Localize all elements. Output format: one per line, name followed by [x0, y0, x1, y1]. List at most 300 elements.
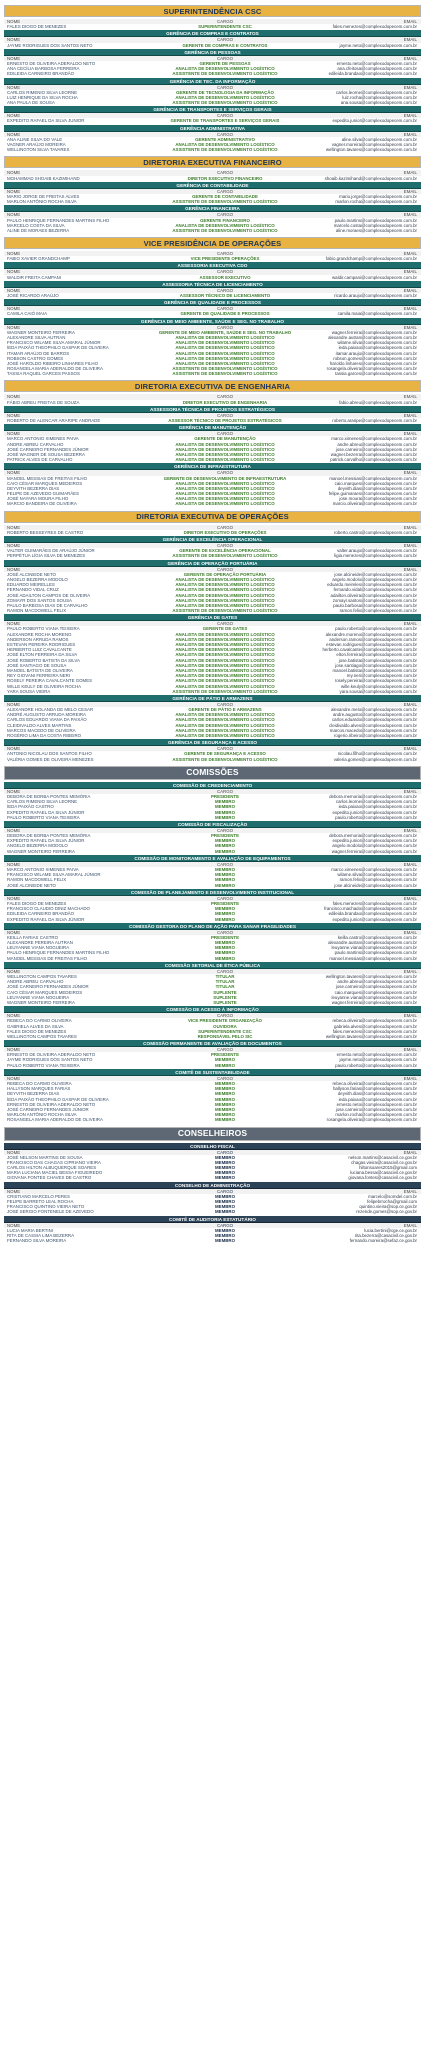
person-name: FRANCISCO DAS CHAGAS CIPRIANO VIEIRA: [7, 1159, 101, 1165]
person-email[interactable]: wellington.tavares@complexodopecem.com.br: [325, 974, 417, 979]
column-header-name: NOME: [7, 746, 21, 752]
department-title: ASSESSORIA TÉCNICA DE PROJETOS ESTRATÉGICOS: [4, 406, 421, 413]
column-header-name: NOME: [7, 701, 21, 707]
person-email[interactable]: hiltonsoares2015@gmail.com: [359, 1165, 417, 1171]
person-email[interactable]: edileida.brandao@complexodopecem.com.br: [328, 71, 417, 77]
person-name: JOSÉ WAGNER DE SOUSA BEZERRA: [7, 451, 85, 457]
person-email[interactable]: expedito.junior@complexodopecem.com.br: [332, 118, 417, 124]
column-header-name: NOME: [7, 543, 21, 548]
person-email[interactable]: francisco.machado@complexodopecem.com.br: [324, 906, 417, 912]
person-email[interactable]: wagner.ferreira@complexodopecem.com.br: [331, 848, 417, 854]
person-email[interactable]: wilame.silva@complexodopecem.com.br: [337, 340, 417, 346]
column-header-email: EMAIL: [403, 524, 417, 530]
department-title: GERÊNCIA DE MANUTENÇÃO: [4, 424, 421, 431]
person-name: LEUYANNE VIANA NOGUEIRA: [7, 945, 70, 951]
person-name: MARLON ANTÔNIO ROCHA SILVA: [7, 199, 77, 205]
person-name: WELLINGTON CAMPOS TAVARES: [7, 1033, 77, 1039]
section-header: DIRETORIA EXECUTIVA FINANCEIRO: [4, 156, 421, 168]
person-name: ROSELY PEREIRA CAVALCANTE GOMES: [7, 678, 93, 684]
person-email[interactable]: debora.memoria@complexodopecem.com.br: [329, 793, 417, 799]
person-email[interactable]: expedito.junior@complexodopecem.com.br: [332, 916, 417, 922]
column-header-name: NOME: [7, 170, 21, 176]
person-email[interactable]: lucia.bertini@cge.ce.gov.br: [364, 1227, 417, 1233]
person-email[interactable]: waldir.campani@complexodopecem.com.br: [331, 274, 417, 280]
person-name: MARCO ANTONIO XIMENES PAIVA: [7, 436, 79, 442]
person-role: ASSISTENTE DE DESENVOLVIMENTO LOGÍSTICO: [172, 100, 278, 106]
department-block: [4, 1143, 421, 1181]
person-name: JOSÉ NELSON MARTINS DE SOUSA: [7, 1154, 83, 1160]
person-name: VAGNER ARAÚJO MOREIRA: [7, 142, 66, 147]
person-email[interactable]: jose.carneiro@complexodopecem.com.br: [335, 1106, 417, 1112]
person-name: ROGÉRIO LIMA DA COSTA RIBEIRO: [7, 733, 82, 738]
person-email[interactable]: zomayr.santos@complexodopecem.com.br: [332, 597, 417, 603]
table-row: [4, 400, 421, 405]
column-header-email: EMAIL: [403, 269, 417, 275]
person-email[interactable]: marco.ximenes@complexodopecem.com.br: [331, 867, 417, 872]
person-email[interactable]: chagas.vieira@casacivil.ce.gov.br: [351, 1159, 417, 1165]
person-email[interactable]: rogerio.ribeiro@complexodopecem.com.br: [333, 733, 417, 738]
person-name: FRANCISCO QUINTINO VIEIRA NETO: [7, 1204, 85, 1210]
person-email[interactable]: aline.moraes@complexodopecem.com.br: [335, 227, 417, 233]
column-header-name: NOME: [7, 788, 21, 794]
person-email[interactable]: alexandre.autran@complexodopecem.com.br: [328, 940, 417, 946]
person-email[interactable]: ernesto.neto@complexodopecem.com.br: [336, 1052, 417, 1058]
person-email[interactable]: paulo.roberto@complexodopecem.com.br: [335, 1062, 417, 1068]
person-role: ANALISTA DE DESENVOLVIMENTO LOGÍSTICO: [175, 727, 275, 733]
department-block: [4, 182, 421, 205]
person-email[interactable]: marcelo@somdel.com.br: [368, 1193, 417, 1199]
person-email[interactable]: angelo.modolo@complexodopecem.com.br: [332, 843, 417, 849]
person-name: MANOEL BATISTA DE OLIVEIRA: [7, 667, 73, 673]
person-email[interactable]: andre.abreu@complexodopecem.com.br: [337, 441, 417, 447]
person-email[interactable]: wellington.tavares@complexodopecem.com.br: [325, 1033, 417, 1039]
column-header-email: EMAIL: [403, 861, 417, 867]
person-email[interactable]: wille.keuly@complexodopecem.com.br: [341, 683, 417, 689]
person-email[interactable]: nicolau.filho@complexodopecem.com.br: [337, 751, 417, 757]
person-email[interactable]: paulo.barbosa@complexodopecem.com.br: [333, 602, 417, 608]
person-name: FRANCISCO CLAUDIO DINIZ MACHADO: [7, 906, 90, 912]
column-header-email: EMAIL: [403, 412, 417, 418]
person-name: DEYVITH BEZERRA DIAS: [7, 1091, 60, 1097]
column-header-email: EMAIL: [403, 1222, 417, 1228]
person-role: ASSISTENTE DE DESENVOLVIMENTO LOGÍSTICO: [172, 199, 278, 205]
person-name: WAGNER MONTEIRO FERREIRA: [7, 999, 75, 1005]
person-email[interactable]: jose.moura@complexodopecem.com.br: [339, 496, 417, 502]
department-title: COMISSÃO PERMANENTE DE AVALIAÇÃO DE DOCUMENTOS: [4, 1040, 421, 1047]
department-block: [4, 614, 421, 694]
person-email[interactable]: expedito.junior@complexodopecem.com.br: [332, 809, 417, 815]
person-name: KEILLA FARIAS CASTRO: [7, 934, 58, 940]
person-name: LUCIA MARIA BERTINI: [7, 1227, 54, 1233]
person-email[interactable]: carlos.leorne@complexodopecem.com.br: [335, 89, 417, 95]
person-email[interactable]: fabio.grandchamp@complexodopecem.com.br: [325, 256, 417, 262]
person-email[interactable]: cleidivaldo.alves@complexodopecem.com.br: [329, 722, 417, 728]
person-email[interactable]: robson.gomes@complexodopecem.com.br: [333, 355, 417, 361]
column-header-name: NOME: [7, 968, 21, 974]
person-email[interactable]: carlos.leorne@complexodopecem.com.br: [335, 799, 417, 805]
person-email[interactable]: ligia.menezes@complexodopecem.com.br: [334, 553, 417, 559]
person-email[interactable]: marlon.rocha@complexodopecem.com.br: [335, 199, 417, 205]
person-role: MEMBRO: [214, 882, 235, 888]
person-email[interactable]: leuyanne.viana@complexodopecem.com.br: [331, 994, 417, 1000]
department-block: [4, 78, 421, 106]
person-email[interactable]: wagner.ferreira@complexodopecem.com.br: [331, 329, 417, 335]
column-header-role: CARGO: [216, 1188, 234, 1194]
person-email[interactable]: rosangela.oliveira@complexodopecem.com.br: [326, 1117, 417, 1123]
person-email[interactable]: tassia.garces@complexodopecem.com.br: [335, 371, 417, 377]
person-role: MEMBRO: [214, 872, 235, 878]
person-role: ANALISTA DE DESENVOLVIMENTO LOGÍSTICO: [175, 683, 275, 689]
person-name: MARCIO BANDEIRA DE OLIVEIRA: [7, 501, 77, 507]
column-header-role: CARGO: [216, 19, 234, 24]
table-row: [4, 457, 421, 462]
person-email[interactable]: jose.carneiro@complexodopecem.com.br: [335, 984, 417, 990]
person-email[interactable]: deyvith.dias@complexodopecem.com.br: [337, 1091, 417, 1097]
person-email[interactable]: elton.ferreira@complexodopecem.com.br: [336, 652, 417, 658]
department-block: [4, 1006, 421, 1039]
person-email[interactable]: jose.batista@complexodopecem.com.br: [338, 657, 417, 663]
table-row: [4, 275, 421, 280]
column-header-email: EMAIL: [403, 543, 417, 548]
column-header-role: CARGO: [216, 566, 234, 572]
department-title: COMISSÃO GESTORA DO PLANO DE AÇÃO PARA SANAR FRAGILIDADES: [4, 923, 421, 930]
person-email[interactable]: giovana.fontes@casacivil.ce.gov.br: [348, 1175, 417, 1181]
person-email[interactable]: fernando.vidal@complexodopecem.com.br: [333, 587, 417, 593]
table-row: [4, 501, 421, 506]
person-role: DIRETOR EXECUTIVO FINANCEIRO: [187, 175, 263, 181]
person-email[interactable]: nelson.martins@casacivil.ce.gov.br: [348, 1154, 417, 1160]
department-title: GERÊNCIA DE GATES: [4, 614, 421, 621]
person-role: GERENTE DE QUALIDADE E PROCESSOS: [180, 311, 270, 317]
person-email[interactable]: jose.carneiro@complexodopecem.com.br: [335, 446, 417, 452]
person-role: GERENTE DE PÁTIO E ARMAZENS: [188, 707, 262, 713]
department-title: GERÊNCIA DE TEC. DA INFORMAÇÃO: [4, 78, 421, 85]
person-email[interactable]: deyvith.dias@complexodopecem.com.br: [337, 485, 417, 491]
person-email[interactable]: jayme.neto@complexodopecem.com.br: [339, 42, 417, 48]
person-name: JOSÉ CARNEIRO FERNANDES JÚNIOR: [7, 1106, 89, 1112]
column-header-email: EMAIL: [403, 1149, 417, 1155]
column-header-role: CARGO: [216, 1013, 234, 1019]
person-email[interactable]: wagner.ferreira@complexodopecem.com.br: [331, 999, 417, 1005]
column-header-role: CARGO: [216, 412, 234, 418]
person-email[interactable]: keilla.castro@complexodopecem.com.br: [337, 934, 417, 940]
person-role: GERENTE ADMINISTRATIVO: [195, 136, 255, 142]
person-email[interactable]: expedito.junior@complexodopecem.com.br: [332, 838, 417, 844]
person-email[interactable]: wilame.silva@complexodopecem.com.br: [337, 872, 417, 878]
person-email[interactable]: felipebrrocha@gmail.com: [367, 1199, 417, 1204]
person-name: WILLE KEULY DE OLIVEIRA ROCHA: [7, 683, 82, 689]
person-name: CLEIDIVALDO ALVES MARTINS: [7, 722, 72, 728]
person-email[interactable]: andre.augusto@complexodopecem.com.br: [332, 712, 417, 718]
department-block: [4, 536, 421, 559]
column-header-name: NOME: [7, 287, 21, 293]
person-email[interactable]: ricardo.araujo@complexodopecem.com.br: [334, 293, 417, 298]
person-name: ERNESTO DE OLIVEIRA ADERALDO NETO: [7, 1052, 96, 1058]
person-email[interactable]: ernesto.neto@complexodopecem.com.br: [336, 1101, 417, 1107]
person-email[interactable]: wellington.tavares@complexodopecem.com.br: [325, 147, 417, 153]
person-name: FALES DIOGO DE MENEZES: [7, 1028, 67, 1034]
person-role: ANALISTA DE DESENVOLVIMENTO LOGÍSTICO: [175, 602, 275, 608]
person-email[interactable]: ana.cfeitosa@complexodopecem.com.br: [337, 66, 417, 72]
person-role: MEMBRO: [214, 1232, 235, 1238]
person-email[interactable]: rita.bezerra@casacivil.ce.gov.br: [354, 1232, 417, 1238]
person-role: TITULAR: [215, 979, 235, 985]
person-name: WAGNER MONTEIRO FERREIRA: [7, 848, 75, 854]
person-name: FALES DIOGO DE MENEZES: [7, 24, 67, 30]
person-name: YARA SOUSA VIEIRA: [7, 688, 51, 694]
person-name: WELLINGTON CAMPOS TAVARES: [7, 974, 77, 979]
person-name: HALLYSON MARQUES FARIAS: [7, 1086, 71, 1092]
person-email[interactable]: anderson.ramos@complexodopecem.com.br: [329, 636, 417, 642]
person-name: RAMON MACDOWELL FELIX: [7, 877, 67, 883]
column-header-email: EMAIL: [403, 37, 417, 43]
person-email[interactable]: debora.memoria@complexodopecem.com.br: [329, 833, 417, 839]
person-email[interactable]: manoel.batista@complexodopecem.com.br: [332, 667, 417, 673]
column-header-name: NOME: [7, 827, 21, 833]
person-email[interactable]: jose.santiago@complexodopecem.com.br: [335, 662, 417, 668]
person-email[interactable]: paulo.roberto@complexodopecem.com.br: [335, 626, 417, 632]
person-email[interactable]: alexandre.melo@complexodopecem.com.br: [331, 707, 417, 713]
person-email[interactable]: rebeca.oliveira@complexodopecem.com.br: [332, 1081, 417, 1086]
person-email[interactable]: rezende.gomes@sop.ce.gov.br: [356, 1209, 417, 1215]
column-header-email: EMAIL: [403, 188, 417, 194]
person-email[interactable]: fales.menezes@complexodopecem.com.br: [332, 900, 417, 906]
person-email[interactable]: manoel.messias@complexodopecem.com.br: [329, 955, 417, 961]
person-email[interactable]: ramon.felix@complexodopecem.com.br: [339, 608, 417, 614]
person-email[interactable]: rey.neri@complexodopecem.com.br: [346, 673, 417, 679]
person-email[interactable]: adailton.oliveira@complexodopecem.com.br: [330, 592, 417, 598]
column-header-role: CARGO: [216, 324, 234, 330]
person-email[interactable]: patrick.carvalho@complexodopecem.com.br: [330, 457, 417, 463]
department-block: [4, 1216, 421, 1244]
person-name: CRISTIANO MARCELO PERES: [7, 1193, 70, 1199]
person-email[interactable]: fernando.moreira@sefaz.ce.gov.br: [349, 1238, 417, 1244]
department-block: [4, 106, 421, 123]
person-role: ANALISTA DE DESENVOLVIMENTO LOGÍSTICO: [175, 66, 275, 72]
person-email[interactable]: ana.sousa@complexodopecem.com.br: [340, 100, 417, 106]
table-row: [4, 1175, 421, 1180]
table-row: [4, 118, 421, 123]
person-name: ANA ALINE SILVA DO VALE: [7, 136, 63, 142]
section-header: COMISSÕES: [4, 766, 421, 780]
person-email[interactable]: jose.alcineide@complexodopecem.com.br: [334, 882, 417, 888]
person-email[interactable]: marcio.oliveira@complexodopecem.com.br: [332, 501, 417, 507]
person-name: JOSÉ ALCINEIDE NETO: [7, 882, 56, 888]
department-block: [4, 1069, 421, 1123]
person-name: FELIPE BARRETO LEAL ROCHA: [7, 1199, 74, 1204]
person-email[interactable]: luciana.bessa@casacivil.ce.gov.br: [350, 1170, 417, 1176]
person-email[interactable]: luiz.rocha@complexodopecem.com.br: [342, 94, 417, 100]
person-email[interactable]: haroldo.linhares@complexodopecem.com.br: [329, 360, 417, 366]
person-name: EXPEDITO RAFAEL DA SILVA JÚNIOR: [7, 838, 85, 844]
person-email[interactable]: ernesto.neto@complexodopecem.com.br: [336, 60, 417, 66]
person-email[interactable]: angelo.modolo@complexodopecem.com.br: [332, 576, 417, 582]
person-email[interactable]: ramon.felix@complexodopecem.com.br: [339, 877, 417, 883]
person-email[interactable]: valeria.gomes@complexodopecem.com.br: [333, 756, 417, 762]
department-title: GERÊNCIA DE EXCELÊNCIA OPERACIONAL: [4, 536, 421, 543]
column-header-email: EMAIL: [403, 394, 417, 400]
column-header-role: CARGO: [216, 55, 234, 61]
table-row: [4, 199, 421, 204]
table-row: [4, 1063, 421, 1068]
person-email[interactable]: itamar.araujo@complexodopecem.com.br: [335, 350, 417, 356]
person-email[interactable]: fabio.abreu@complexodopecem.com.br: [339, 399, 417, 405]
person-email[interactable]: andre.abreu@complexodopecem.com.br: [337, 979, 417, 985]
person-name: CARLOS HILTON ALBUQUERQUE SOARES: [7, 1165, 97, 1171]
person-name: EXPEDITO RAFAEL DA SILVA JÚNIOR: [7, 809, 85, 815]
person-role: OUVIDORA: [213, 1023, 237, 1029]
person-role: ANALISTA DE DESENVOLVIMENTO LOGÍSTICO: [175, 662, 275, 668]
column-header-email: EMAIL: [403, 968, 417, 974]
person-name: ALINE DE MORAES BEZERRA: [7, 227, 70, 233]
person-role: ANALISTA DE DESENVOLVIMENTO LOGÍSTICO: [175, 496, 275, 502]
person-email[interactable]: quintino.vieira@sop.ce.gov.br: [359, 1204, 417, 1210]
person-email[interactable]: felipe.guimaraes@complexodopecem.com.br: [328, 491, 417, 497]
person-email[interactable]: aline.silva@complexodopecem.com.br: [341, 136, 417, 142]
column-header-role: CARGO: [216, 84, 234, 90]
department-block: [4, 424, 421, 462]
person-role: ASSISTENTE DE DESENVOLVIMENTO LOGÍSTICO: [172, 608, 278, 614]
column-header-email: EMAIL: [403, 566, 417, 572]
person-email[interactable]: rosangela.oliveira@complexodopecem.com.br: [326, 366, 417, 372]
table-row: [4, 147, 421, 152]
person-email[interactable]: roberto.castro@complexodopecem.com.br: [333, 529, 417, 535]
person-name: HERBERTO LUIZ CAVALCANTE: [7, 647, 72, 653]
person-email[interactable]: edileida.brandao@complexodopecem.com.br: [328, 911, 417, 917]
person-role: ANALISTA DE DESENVOLVIMENTO LOGÍSTICO: [175, 142, 275, 147]
person-email[interactable]: rosely.pereira@complexodopecem.com.br: [334, 678, 417, 684]
person-email[interactable]: valter.araujo@complexodopecem.com.br: [337, 548, 417, 554]
person-email[interactable]: marcelo.costa@complexodopecem.com.br: [333, 222, 417, 228]
person-email[interactable]: alexandre.moreno@complexodopecem.com.br: [325, 631, 417, 637]
person-role: PRESIDENTE: [210, 793, 240, 799]
person-email[interactable]: rebeca.oliveira@complexodopecem.com.br: [332, 1018, 417, 1024]
column-header-name: NOME: [7, 895, 21, 901]
person-name: EDILEIDA CARNEIRO BRANDÃO: [7, 71, 75, 77]
person-email[interactable]: carlos.eduardo@complexodopecem.com.br: [331, 717, 417, 723]
person-email[interactable]: gabriela.alves@complexodopecem.com.br: [333, 1023, 417, 1029]
department-title: GERÊNCIA FINANCEIRA: [4, 205, 421, 212]
person-role: MEMBRO: [214, 1170, 235, 1176]
table-row: [4, 956, 421, 961]
person-email[interactable]: fales.menezes@complexodopecem.com.br: [332, 1028, 417, 1034]
person-email[interactable]: paulo.martins@complexodopecem.com.br: [334, 217, 417, 223]
column-header-name: NOME: [7, 1222, 21, 1228]
person-role: MEMBRO: [214, 1096, 235, 1102]
person-role: MEMBRO: [214, 1086, 235, 1092]
person-name: JOSÉ SANTIAGO DE SOUSA: [7, 662, 67, 668]
person-role: MEMBRO: [214, 1057, 235, 1063]
person-email[interactable]: alexandre.autran@complexodopecem.com.br: [328, 334, 417, 340]
column-header-name: NOME: [7, 566, 21, 572]
person-email[interactable]: jose.alcineide@complexodopecem.com.br: [334, 571, 417, 577]
person-role: DIRETOR EXECUTIVO DE OPERAÇÕES: [183, 529, 267, 535]
person-role: ASSESSOR EXECUTIVO: [199, 274, 251, 280]
column-header-email: EMAIL: [403, 55, 417, 61]
person-role: ANALISTA DE DESENVOLVIMENTO LOGÍSTICO: [175, 652, 275, 658]
person-email[interactable]: estevan.rodrigues@complexodopecem.com.br: [326, 642, 417, 647]
person-role: GERENTE DE TRANSPORTES E SERVIÇOS GERAIS: [170, 118, 280, 124]
column-header-role: CARGO: [216, 861, 234, 867]
table-row: [4, 757, 421, 762]
person-email[interactable]: marcos.macedo@complexodopecem.com.br: [329, 727, 417, 733]
person-email[interactable]: manoel.messias@complexodopecem.com.br: [329, 475, 417, 481]
table-row: [4, 1209, 421, 1214]
person-email[interactable]: roberto.araripe@complexodopecem.com.br: [332, 418, 417, 423]
person-role: ASSISTENTE DE DESENVOLVIMENTO LOGÍSTICO: [172, 71, 278, 77]
person-email[interactable]: ieda.paixao@complexodopecem.com.br: [338, 804, 417, 810]
person-role: MEMBRO: [214, 1199, 235, 1204]
person-email[interactable]: ieda.paixao@complexodopecem.com.br: [338, 345, 417, 351]
person-email[interactable]: hallyson.farias@complexodopecem.com.br: [332, 1086, 417, 1092]
column-header-role: CARGO: [216, 1047, 234, 1053]
table-row: [4, 1117, 421, 1122]
person-email[interactable]: fales.menezes@complexodopecem.com.br: [332, 24, 417, 30]
person-role: MEMBRO: [214, 945, 235, 951]
person-email[interactable]: camila.maia@complexodopecem.com.br: [337, 311, 417, 317]
person-name: ANTONIO NICOLAU DOS SANTOS FILHO: [7, 751, 92, 757]
person-name: MARCOS MACEDO DE OLIVEIRA: [7, 727, 76, 733]
person-name: JOSÉ NAYARA MOURA FILHO: [7, 496, 69, 502]
person-role: ANALISTA DE DESENVOLVIMENTO LOGÍSTICO: [175, 360, 275, 366]
person-email[interactable]: yara.sousa@complexodopecem.com.br: [339, 688, 417, 694]
column-header-name: NOME: [7, 861, 21, 867]
person-email[interactable]: eduardo.meireles@complexodopecem.com.br: [327, 582, 417, 588]
person-role: SUPERINTENDENTE CSC: [198, 24, 252, 30]
person-role: MEMBRO: [214, 911, 235, 917]
person-name: ANA PAULA DE SOUSA: [7, 100, 55, 106]
person-email[interactable]: paulo.martins@complexodopecem.com.br: [334, 950, 417, 956]
table-row: [4, 733, 421, 738]
person-name: CAIO CÉSAR MARQUES MEDEIROS: [7, 989, 83, 995]
column-header-email: EMAIL: [403, 84, 417, 90]
person-email[interactable]: paulo.roberto@complexodopecem.com.br: [335, 814, 417, 820]
person-email[interactable]: jayme.neto@complexodopecem.com.br: [339, 1057, 417, 1063]
table-row: [4, 256, 421, 261]
person-email[interactable]: leuyanne.viana@complexodopecem.com.br: [331, 945, 417, 951]
person-email[interactable]: shoaib.kazimihand@complexodopecem.com.br: [324, 175, 417, 181]
person-role: ANALISTA DE DESENVOLVIMENTO LOGÍSTICO: [175, 597, 275, 603]
person-email[interactable]: caio.marques@complexodopecem.com.br: [334, 480, 417, 486]
person-role: MEMBRO: [214, 940, 235, 946]
column-header-email: EMAIL: [403, 1075, 417, 1081]
department-block: [4, 262, 421, 279]
person-email[interactable]: ieda.paixao@complexodopecem.com.br: [338, 1096, 417, 1102]
person-role: ASSISTENTE DE DESENVOLVIMENTO LOGÍSTICO: [172, 688, 278, 694]
person-email[interactable]: mario.jorge@complexodopecem.com.br: [339, 193, 417, 199]
column-header-role: CARGO: [216, 131, 234, 137]
person-email[interactable]: wagner.bezerra@complexodopecem.com.br: [330, 451, 417, 457]
department-title: GERÊNCIA DE OPERAÇÃO PORTUÁRIA: [4, 560, 421, 567]
column-header-role: CARGO: [216, 621, 234, 627]
person-name: RAMON MACDOWELL FELIX: [7, 608, 67, 614]
person-email[interactable]: herberto.cavalcante@complexodopecem.com.br: [322, 647, 417, 653]
person-email[interactable]: vagner.moreira@complexodopecem.com.br: [331, 142, 417, 147]
person-email[interactable]: marco.ximenes@complexodopecem.com.br: [331, 436, 417, 442]
person-email[interactable]: caio.marques@complexodopecem.com.br: [334, 989, 417, 995]
person-name: FRANCISCO WILAME SILVA AMARAL JÚNIOR: [7, 872, 101, 878]
table-row: [4, 24, 421, 29]
person-role: MEMBRO: [214, 1238, 235, 1244]
department-block: [4, 821, 421, 854]
person-role: PRESIDENTE: [210, 833, 240, 839]
department-block: [4, 205, 421, 233]
person-name: EDUARDO MEIRELLES: [7, 582, 55, 588]
department-block: [4, 962, 421, 1005]
person-role: ANALISTA DE DESENVOLVIMENTO LOGÍSTICO: [175, 340, 275, 346]
person-name: REBECA DO CARMO OLIVEIRA: [7, 1081, 72, 1086]
person-email[interactable]: marlon.rocha@complexodopecem.com.br: [335, 1112, 417, 1118]
